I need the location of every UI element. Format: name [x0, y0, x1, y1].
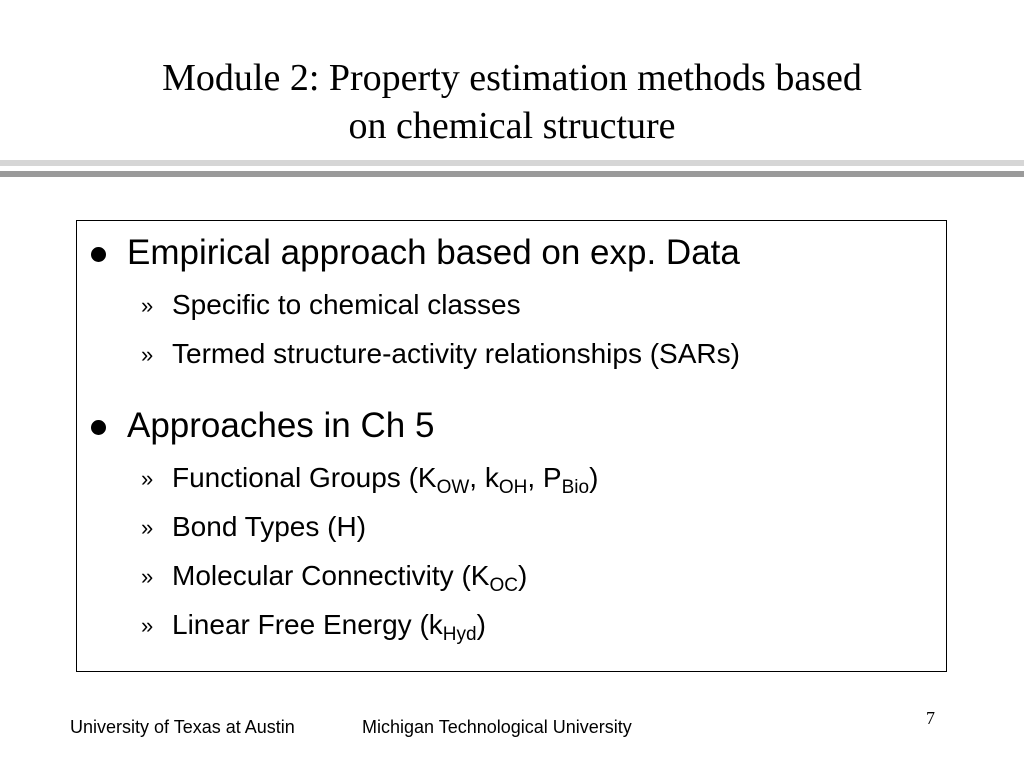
subscript-bio: Bio [561, 477, 590, 498]
subitem-2-1-mid2: , P [527, 462, 562, 493]
title-divider-dark [0, 171, 1024, 177]
chevron-bullet-icon: » [141, 293, 154, 318]
title-line-2: on chemical structure [348, 105, 676, 147]
chevron-bullet-icon: » [141, 564, 154, 589]
subitem-1-1: Specific to chemical classes [172, 289, 521, 320]
subscript-hyd: Hyd [442, 624, 477, 645]
chevron-bullet-icon: » [141, 613, 154, 638]
content-box [76, 220, 947, 672]
title-divider-light [0, 160, 1024, 166]
subitem-1-2: Termed structure-activity relationships (SARs) [172, 338, 740, 369]
subitem-2-4 [172, 608, 486, 645]
subitem-2-1 [172, 461, 599, 498]
bullet-dot-icon [91, 420, 106, 435]
subscript-oh: OH [498, 477, 528, 498]
title-divider-gap [0, 168, 1024, 170]
subitem-2-3-suffix: ) [517, 560, 528, 591]
subscript-oc: OC [489, 575, 518, 596]
subitem-2-1-suffix: ) [589, 462, 599, 493]
subitem-2-3-prefix: Molecular Connectivity (K [172, 560, 490, 591]
chevron-bullet-icon: » [141, 342, 154, 367]
subitem-2-1-prefix: Functional Groups (K [172, 462, 437, 493]
subitem-2-4-prefix: Linear Free Energy (k [172, 609, 443, 640]
subitem-2-2: Bond Types (H) [172, 511, 367, 542]
subitem-2-1-mid1: , k [469, 462, 499, 493]
footer-left: University of Texas at Austin [70, 717, 295, 737]
page-number: 7 [926, 708, 935, 728]
slide-title [0, 54, 1024, 150]
bullet-1-text: Empirical approach based on exp. Data [127, 233, 740, 272]
footer-right: Michigan Technological University [362, 717, 632, 737]
bullet-dot-icon [91, 247, 106, 262]
subscript-ow: OW [436, 477, 470, 498]
bullet-2-text: Approaches in Ch 5 [127, 406, 435, 445]
title-line-1: Module 2: Property estimation methods based [162, 57, 862, 99]
subitem-2-3 [172, 559, 528, 596]
chevron-bullet-icon: » [141, 515, 154, 540]
chevron-bullet-icon: » [141, 466, 154, 491]
subitem-2-4-suffix: ) [476, 609, 486, 640]
